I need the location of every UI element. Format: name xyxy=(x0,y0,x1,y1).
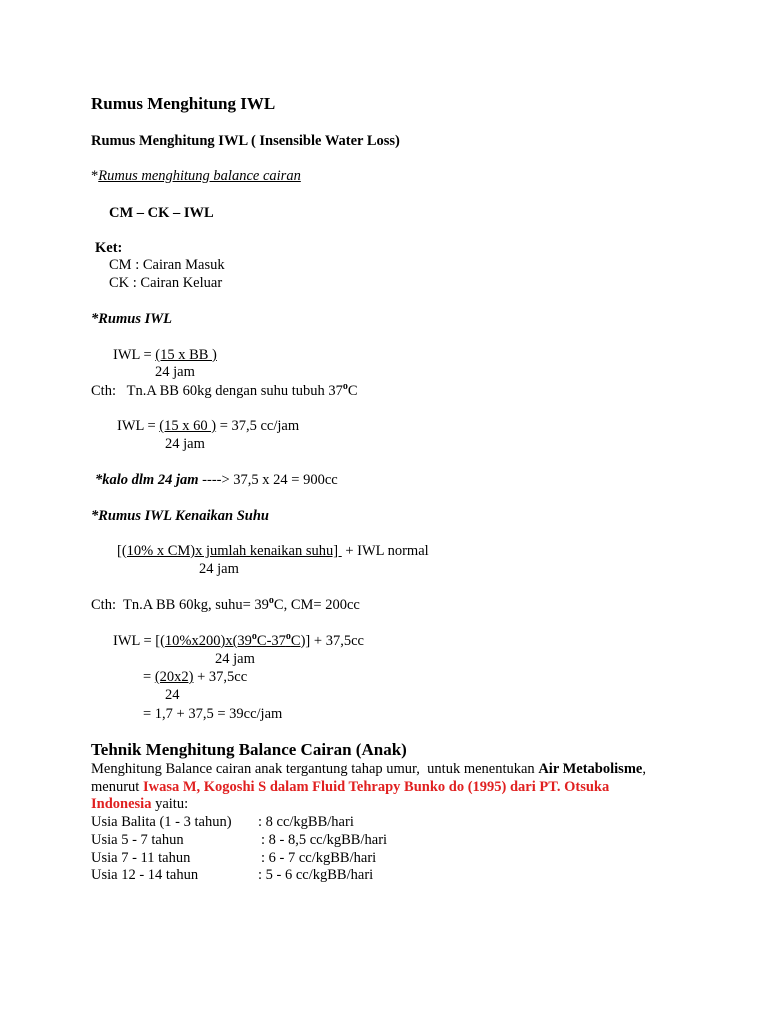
suhu-step2-numerator: (20x2) xyxy=(154,669,194,685)
iwl-example-text: Cth: Tn.A BB 60kg dengan suhu tubuh 37 xyxy=(91,383,343,399)
iwl-calc-result: = 37,5 cc/jam xyxy=(216,418,300,434)
degree-sign: o xyxy=(251,631,257,643)
balance-formula: CM – CK – IWL xyxy=(109,205,214,221)
ket-ck: CK : Cairan Keluar xyxy=(109,275,223,291)
suhu-heading: *Rumus IWL Kenaikan Suhu xyxy=(91,508,269,524)
suhu-formula-numerator: [(10% x CM)x jumlah kenaikan suhu] xyxy=(117,543,342,559)
iwl-calc-numerator: (15 x 60 ) xyxy=(159,418,217,434)
anak-p2-a: menurut xyxy=(91,779,143,795)
balance-heading-text: Rumus menghitung balance cairan xyxy=(98,168,301,184)
anak-p1-c: , xyxy=(642,761,646,777)
suhu-formula xyxy=(117,542,429,560)
age-row-value: : 5 - 6 cc/kgBB/hari xyxy=(258,867,374,883)
suhu-calc-numerator xyxy=(155,633,310,649)
anak-paragraph-line2 xyxy=(91,778,609,796)
air-metabolisme-term: Air Metabolisme xyxy=(538,761,643,777)
age-row: Usia 12 - 14 tahun xyxy=(91,867,199,883)
suhu-step2-rest: + 37,5cc xyxy=(193,669,248,685)
age-row: Usia Balita (1 - 3 tahun) xyxy=(91,814,232,830)
suhu-step2-denominator: 24 xyxy=(165,687,180,703)
iwl-24h-text: ----> 37,5 x 24 = 900cc xyxy=(198,472,338,488)
anak-paragraph-line3 xyxy=(91,795,188,813)
iwl-formula-numerator: (15 x BB ) xyxy=(155,347,217,363)
suhu-calc-prefix: IWL = xyxy=(113,633,156,649)
page-title: Rumus Menghitung IWL xyxy=(91,94,276,113)
anak-p1-a: Menghitung Balance cairan anak tergantung tahap umur, untuk menentukan xyxy=(91,761,539,777)
source-citation-end: Indonesia xyxy=(91,796,152,812)
suhu-calc-num-a: [(10%x200)x(39 xyxy=(155,633,252,649)
degree-sign: o xyxy=(285,631,291,643)
suhu-step2 xyxy=(143,668,247,686)
age-row: Usia 5 - 7 tahun xyxy=(91,832,184,848)
iwl-24h-label: *kalo dlm 24 jam xyxy=(95,472,199,488)
asterisk: * xyxy=(91,168,99,184)
suhu-calc-denominator: 24 jam xyxy=(215,651,255,667)
age-row-value: : 6 - 7 cc/kgBB/hari xyxy=(261,850,377,866)
iwl-calc xyxy=(117,417,299,435)
age-row-value: : 8 - 8,5 cc/kgBB/hari xyxy=(261,832,388,848)
suhu-example-b: C, CM= 200cc xyxy=(273,597,360,613)
suhu-step3: = 1,7 + 37,5 = 39cc/jam xyxy=(143,706,283,722)
iwl-example xyxy=(91,382,358,400)
iwl-example-unit: C xyxy=(347,383,358,399)
age-row-value: : 8 cc/kgBB/hari xyxy=(258,814,354,830)
anak-heading: Tehnik Menghitung Balance Cairan (Anak) xyxy=(91,740,407,759)
iwl-calc-prefix: IWL = xyxy=(117,418,160,434)
suhu-example-a: Cth: Tn.A BB 60kg, suhu= 39 xyxy=(91,597,269,613)
iwl-formula xyxy=(113,346,217,364)
ket-cm: CM : Cairan Masuk xyxy=(109,257,225,273)
iwl-calc-denominator: 24 jam xyxy=(165,436,205,452)
suhu-calc-num-b: C-37 xyxy=(256,633,286,649)
degree-sign: o xyxy=(268,595,274,607)
suhu-step2-prefix: = xyxy=(143,669,155,685)
source-citation: Iwasa M, Kogoshi S dalam Fluid Tehrapy Bunko do (1995) dari PT. Otsuka xyxy=(142,779,610,795)
suhu-formula-rest: + IWL normal xyxy=(341,543,429,559)
balance-heading xyxy=(91,167,301,185)
suhu-formula-denominator: 24 jam xyxy=(199,561,239,577)
suhu-example xyxy=(91,596,360,614)
ket-label: Ket: xyxy=(95,240,123,256)
age-row: Usia 7 - 11 tahun xyxy=(91,850,191,866)
suhu-calc-rest: + 37,5cc xyxy=(310,633,364,649)
anak-paragraph-line1 xyxy=(91,760,646,778)
suhu-calc-num-c: C)] xyxy=(290,633,311,649)
iwl-formula-denominator: 24 jam xyxy=(155,364,195,380)
iwl-formula-prefix: IWL = xyxy=(113,347,156,363)
iwl-heading: *Rumus IWL xyxy=(91,311,172,327)
iwl-24h-note xyxy=(95,471,338,489)
degree-sign: o xyxy=(342,381,348,393)
suhu-calc xyxy=(113,632,364,650)
anak-p3-b: yaitu: xyxy=(151,796,189,812)
subtitle: Rumus Menghitung IWL ( Insensible Water Loss) xyxy=(91,133,400,149)
